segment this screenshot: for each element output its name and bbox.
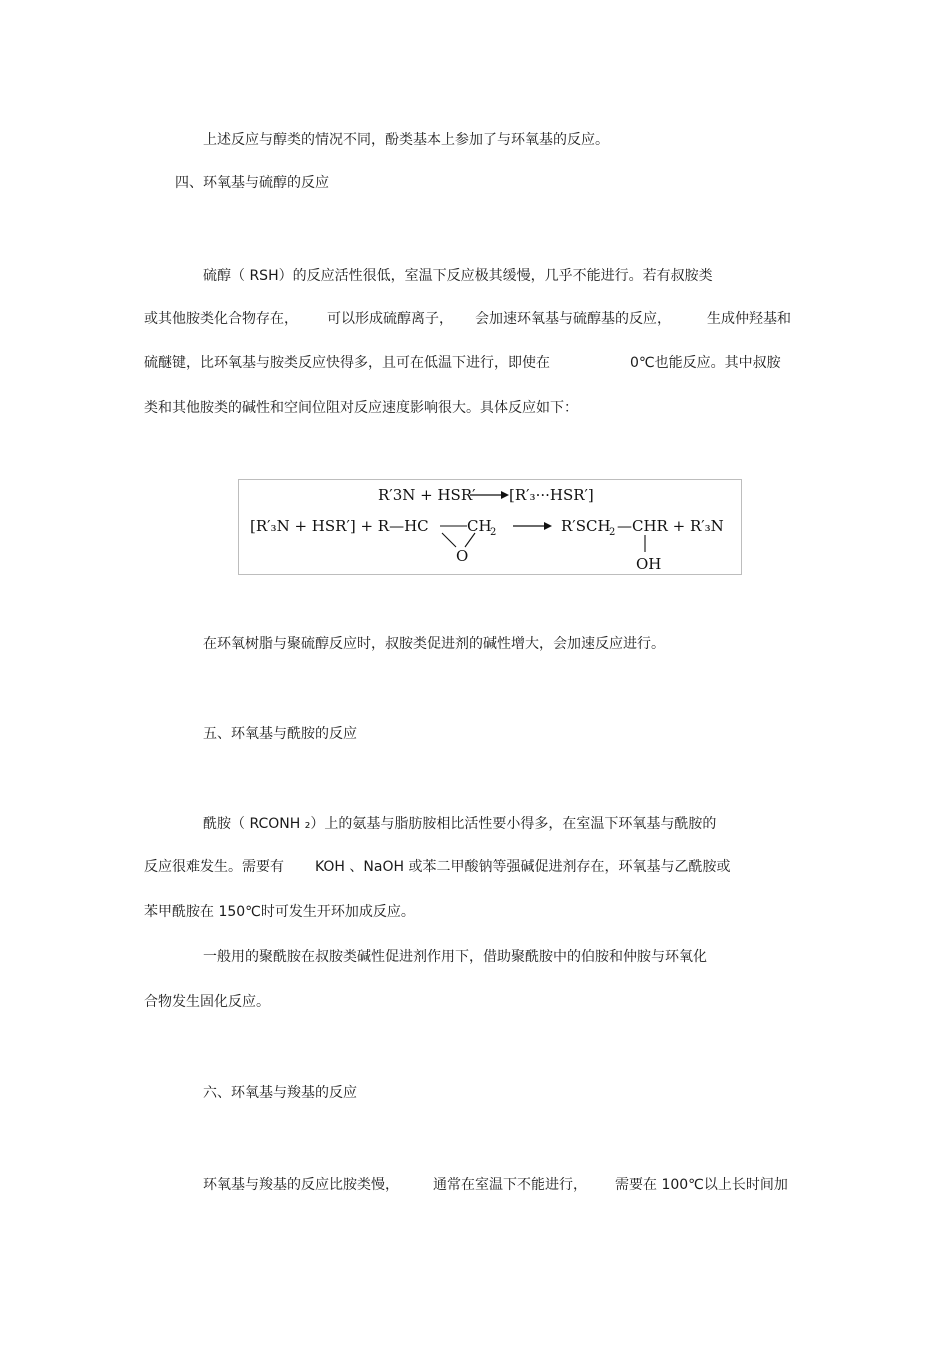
equation-row2-ch2-sub: 2 — [490, 527, 497, 538]
equation-row2-hydroxyl: OH — [636, 555, 662, 573]
paragraph-polythiol-note: 在环氧树脂与聚硫醇反应时，叔胺类促进剂的碱性增大，会加速反应进行。 — [203, 636, 665, 652]
reaction-arrow-2-head — [544, 522, 552, 530]
paragraph-thiol-line-3b: 0℃也能反应。其中叔胺 — [630, 355, 781, 371]
epoxide-ring-right-bond — [465, 533, 475, 547]
equation-row2-product-sub: 2 — [609, 527, 616, 538]
paragraph-amide-line-3: 苯甲酰胺在 150℃时可发生开环加成反应。 — [144, 904, 415, 920]
section-heading-4: 四、环氧基与硫醇的反应 — [175, 175, 329, 191]
paragraph-amide-line-2b: KOH 、NaOH 或苯二甲酸钠等强碱促进剂存在，环氧基与乙酰胺或 — [315, 859, 731, 875]
paragraph-thiol-line-2c: 会加速环氧基与硫醇基的反应， — [475, 311, 671, 327]
equation-row2-reactants: [R′₃N + HSR′] + R—HC — [250, 517, 429, 535]
paragraph-thiol-line-2b: 可以形成硫醇离子， — [327, 311, 453, 327]
paragraph-amide-line-2a: 反应很难发生。需要有 — [144, 859, 284, 875]
equation-row2-product-rsch2: R′SCH — [561, 517, 611, 535]
paragraph-amide-line-1: 酰胺（ RCONH ₂）上的氨基与脂肪胺相比活性要小得多，在室温下环氧基与酰胺的 — [203, 816, 717, 832]
paragraph-polyamide-line-1: 一般用的聚酰胺在叔胺类碱性促进剂作用下，借助聚酰胺中的伯胺和仲胺与环氧化 — [203, 949, 707, 965]
paragraph-thiol-line-2a: 或其他胺类化合物存在， — [144, 311, 298, 327]
epoxide-oxygen: O — [456, 547, 469, 565]
paragraph-thiol-line-2d: 生成仲羟基和 — [707, 311, 791, 327]
equation-row2-product-chr: —CHR + R′₃N — [617, 517, 724, 535]
paragraph-carboxyl-c: 需要在 100℃以上长时间加 — [615, 1177, 788, 1193]
paragraph-carboxyl-b: 通常在室温下不能进行， — [433, 1177, 587, 1193]
paragraph-thiol-line-4: 类和其他胺类的碱性和空间位阻对反应速度影响很大。具体反应如下： — [144, 400, 578, 416]
equation-row2-ch2: CH — [467, 517, 492, 535]
reaction-arrow-1-head — [501, 491, 509, 499]
section-heading-5: 五、环氧基与酰胺的反应 — [203, 726, 357, 742]
reaction-equation-figure — [238, 479, 742, 575]
paragraph-thiol-line-1: 硫醇（ RSH）的反应活性很低，室温下反应极其缓慢，几乎不能进行。若有叔胺类 — [203, 268, 713, 284]
section-heading-6: 六、环氧基与羧基的反应 — [203, 1085, 357, 1101]
equation-row1-right: [R′₃···HSR′] — [509, 486, 594, 504]
paragraph-phenol-note: 上述反应与醇类的情况不同，酚类基本上参加了与环氧基的反应。 — [203, 132, 609, 148]
paragraph-carboxyl-a: 环氧基与羧基的反应比胺类慢， — [203, 1177, 399, 1193]
paragraph-polyamide-line-2: 合物发生固化反应。 — [144, 994, 270, 1010]
epoxide-ring-left-bond — [442, 533, 456, 547]
equation-row1-left: R′3N + HSR′ — [378, 486, 476, 504]
paragraph-thiol-line-3a: 硫醚键，比环氧基与胺类反应快得多，且可在低温下进行，即使在 — [144, 355, 550, 371]
